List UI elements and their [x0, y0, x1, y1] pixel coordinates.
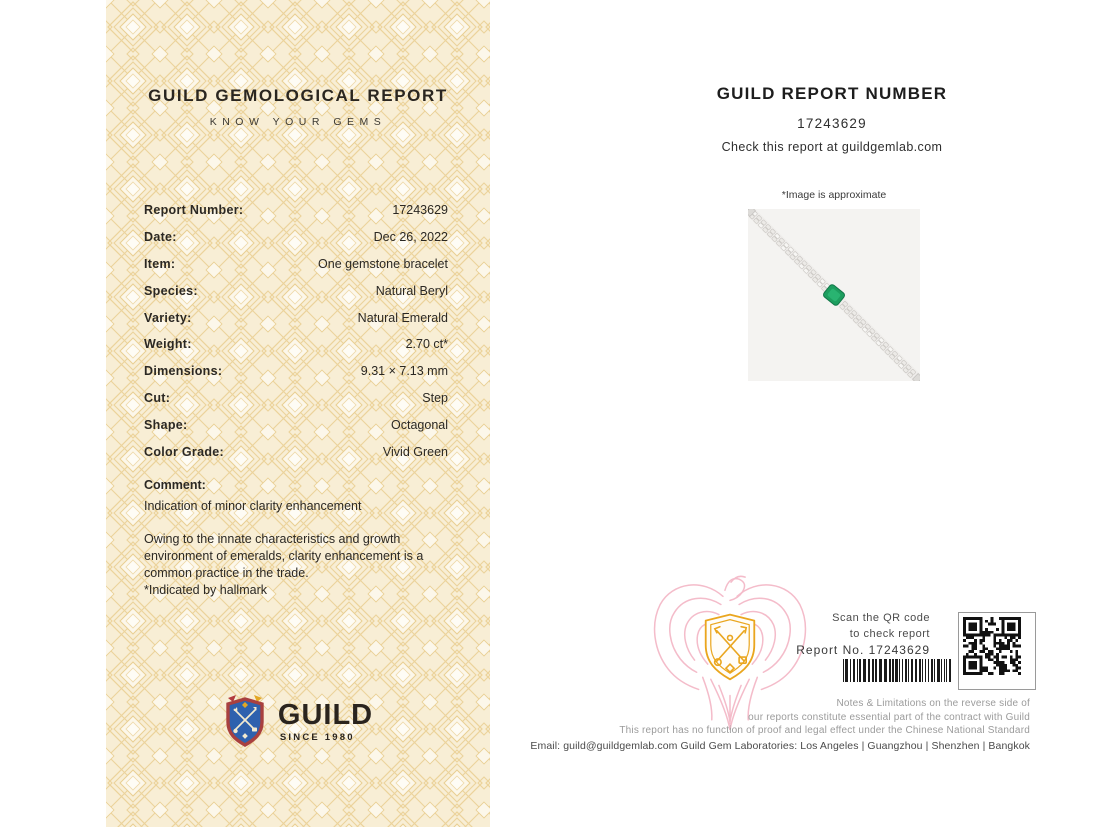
report-fields: [144, 204, 448, 473]
footer-line-4: Email: guild@guildgemlab.com Guild Gem Laboratories: Los Angeles | Guangzhou | Shenzhen | Bangkok: [530, 739, 1030, 752]
logo-name: GUILD: [277, 699, 374, 731]
hallmark-note: *Indicated by hallmark: [144, 583, 267, 597]
field-row-variety: Variety: Natural Emerald: [144, 310, 448, 325]
note-text: Owing to the innate characteristics and growth environment of emeralds, clarity enhancement is a common practice in the trade.: [144, 532, 424, 580]
bracelet-photo: [748, 209, 920, 381]
footer-line-3: This report has no function of proof and legal effect under the Chinese National Standard: [619, 725, 1030, 736]
scan-report-no: Report No. 17243629: [796, 643, 930, 657]
image-approximate-note: *Image is approximate: [781, 189, 887, 201]
footer-line-1: Notes & Limitations on the reverse side of: [836, 698, 1030, 709]
comment-label: Comment:: [144, 478, 206, 492]
field-row-weight: Weight: 2.70 ct*: [144, 337, 448, 352]
qr-code: [958, 612, 1036, 690]
certificate-left-panel: [106, 0, 490, 827]
field-row-species: Species: Natural Beryl: [144, 283, 448, 298]
report-number-title: GUILD REPORT NUMBER: [716, 84, 948, 103]
field-row-cut: Cut: Step: [144, 391, 448, 406]
field-row-item: Item: One gemstone bracelet: [144, 256, 448, 271]
scan-line-1: Scan the QR code: [832, 612, 930, 624]
logo-tagline: SINCE 1980: [279, 732, 355, 743]
field-row-color-grade: Color Grade: Vivid Green: [144, 445, 448, 460]
report-title: GUILD GEMOLOGICAL REPORT: [148, 86, 448, 105]
guild-logo: [106, 694, 490, 750]
field-row-dimensions: Dimensions: 9.31 × 7.13 mm: [144, 364, 448, 379]
footer-line-2: our reports constitute essential part of the contract with Guild: [748, 711, 1030, 723]
report-number-value: 17243629: [797, 116, 867, 131]
comment-text: Indication of minor clarity enhancement: [144, 499, 362, 513]
barcode: [843, 659, 955, 682]
field-row-shape: Shape: Octagonal: [144, 418, 448, 433]
guild-shield-icon: [223, 694, 267, 750]
field-row-report-number: Report Number: 17243629: [144, 203, 448, 217]
field-row-date: Date: Dec 26, 2022: [144, 229, 448, 244]
scan-line-2: to check report: [849, 627, 930, 640]
report-subtitle: KNOW YOUR GEMS: [209, 116, 387, 128]
footer-notes: [510, 697, 1030, 753]
check-report-text: Check this report at guildgemlab.com: [721, 140, 943, 154]
note-block: [144, 531, 452, 599]
scan-qr-block: [730, 611, 930, 659]
